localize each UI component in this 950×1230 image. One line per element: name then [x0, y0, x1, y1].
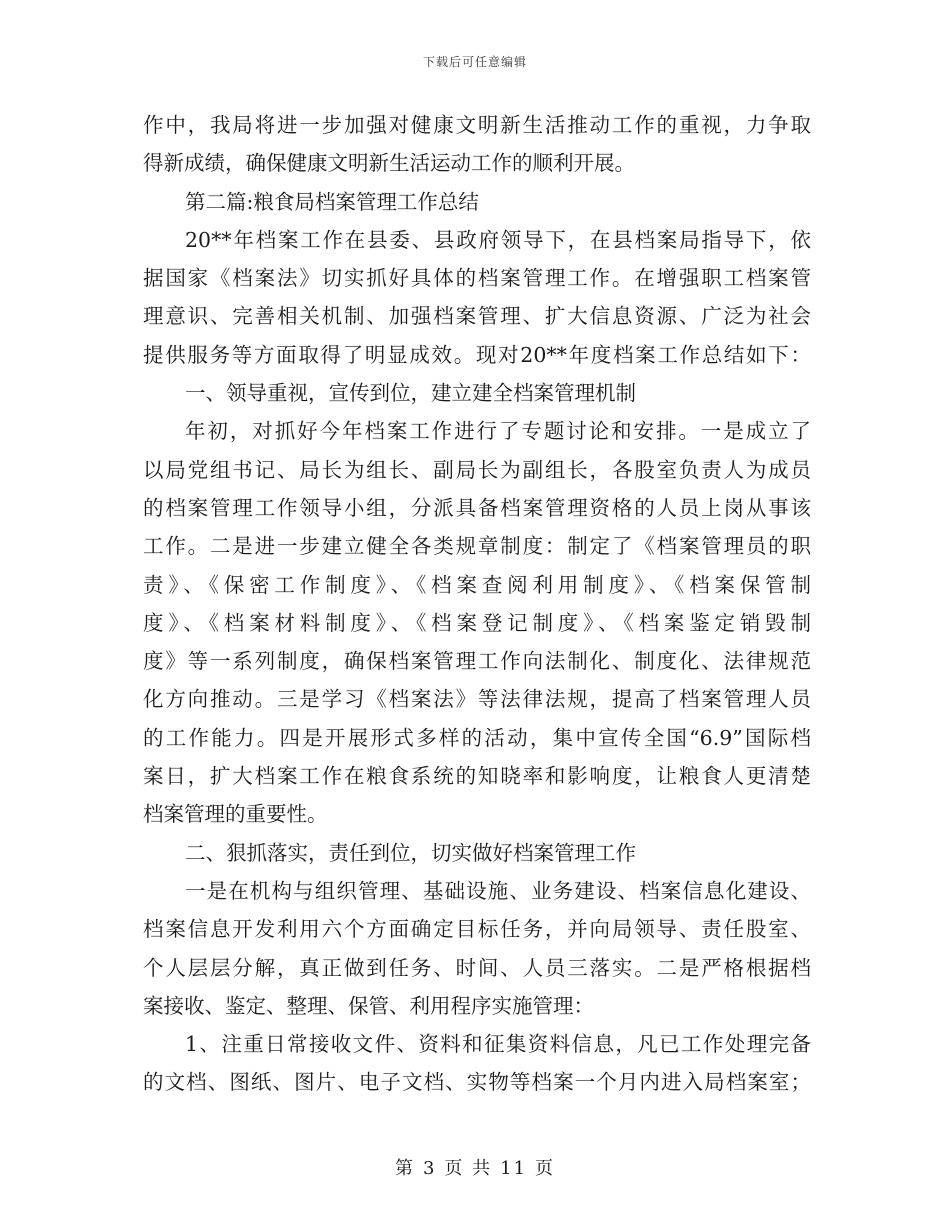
paragraph-line: 档案信息开发利用六个方面确定目标任务，并向局领导、责任股室、 — [143, 917, 811, 942]
paragraph-line: 工作。二是进一步建立健全各类规章制度：制定了《档案管理员的职 — [143, 534, 811, 559]
paragraph-line: 一是在机构与组织管理、基础设施、业务建设、档案信息化建设、 — [185, 878, 811, 903]
paragraph-line: 度》等一系列制度，确保档案管理工作向法制化、制度化、法律规范 — [143, 649, 811, 674]
page-header: 下载后可任意编辑 — [422, 55, 527, 69]
footer-middle: 页 共 — [444, 1158, 493, 1179]
paragraph-line: 的文档、图纸、图片、电子文档、实物等档案一个月内进入局档案室； — [143, 1070, 811, 1095]
paragraph-line: 1、注重日常接收文件、资料和征集资料信息，凡已工作处理完备 — [185, 1032, 811, 1057]
paragraph-line: 责》、《保密工作制度》、《档案查阅利用制度》、《档案保管制 — [143, 572, 811, 597]
page-number: 3 — [422, 1158, 437, 1179]
paragraph-line: 20**年档案工作在县委、县政府领导下，在县档案局指导下，依 — [185, 227, 811, 252]
section-title: 第二篇:粮食局档案管理工作总结 — [185, 189, 479, 214]
document-body — [143, 106, 811, 1102]
paragraph-line: 以局党组书记、局长为组长、副局长为副组长，各股室负责人为成员 — [143, 457, 811, 482]
paragraph-line: 的档案管理工作领导小组，分派具备档案管理资格的人员上岗从事该 — [143, 495, 811, 520]
footer-suffix: 页 — [535, 1158, 556, 1179]
section-heading: 二、狠抓落实，责任到位，切实做好档案管理工作 — [185, 840, 636, 865]
total-pages: 11 — [500, 1158, 528, 1179]
paragraph-line: 化方向推动。三是学习《档案法》等法律法规，提高了档案管理人员 — [143, 687, 811, 712]
paragraph-line: 的工作能力。四是开展形式多样的活动，集中宣传全国“6.9”国际档 — [143, 725, 811, 750]
paragraph-line: 理意识、完善相关机制、加强档案管理、扩大信息资源、广泛为社会 — [143, 304, 811, 329]
paragraph-line: 提供服务等方面取得了明显成效。现对20**年度档案工作总结如下： — [143, 342, 811, 367]
paragraph-line: 个人层层分解，真正做到任务、时间、人员三落实。二是严格根据档 — [143, 955, 811, 980]
paragraph-line: 案接收、鉴定、整理、保管、利用程序实施管理： — [143, 993, 594, 1018]
page-footer — [0, 1154, 950, 1180]
section-heading: 一、领导重视，宣传到位，建立建全档案管理机制 — [185, 381, 636, 406]
paragraph-line: 档案管理的重要性。 — [143, 802, 328, 827]
paragraph-line: 年初，对抓好今年档案工作进行了专题讨论和安排。一是成立了 — [185, 419, 811, 444]
paragraph-line: 案日，扩大档案工作在粮食系统的知晓率和影响度，让粮食人更清楚 — [143, 764, 811, 789]
footer-prefix: 第 — [394, 1158, 415, 1179]
paragraph-line: 作中，我局将进一步加强对健康文明新生活推动工作的重视，力争取 — [143, 113, 811, 137]
paragraph-line: 得新成绩，确保健康文明新生活运动工作的顺利开展。 — [143, 151, 635, 176]
paragraph-line: 据国家《档案法》切实抓好具体的档案管理工作。在增强职工档案管 — [143, 266, 811, 291]
paragraph-line: 度》、《档案材料制度》、《档案登记制度》、《档案鉴定销毁制 — [143, 610, 811, 635]
